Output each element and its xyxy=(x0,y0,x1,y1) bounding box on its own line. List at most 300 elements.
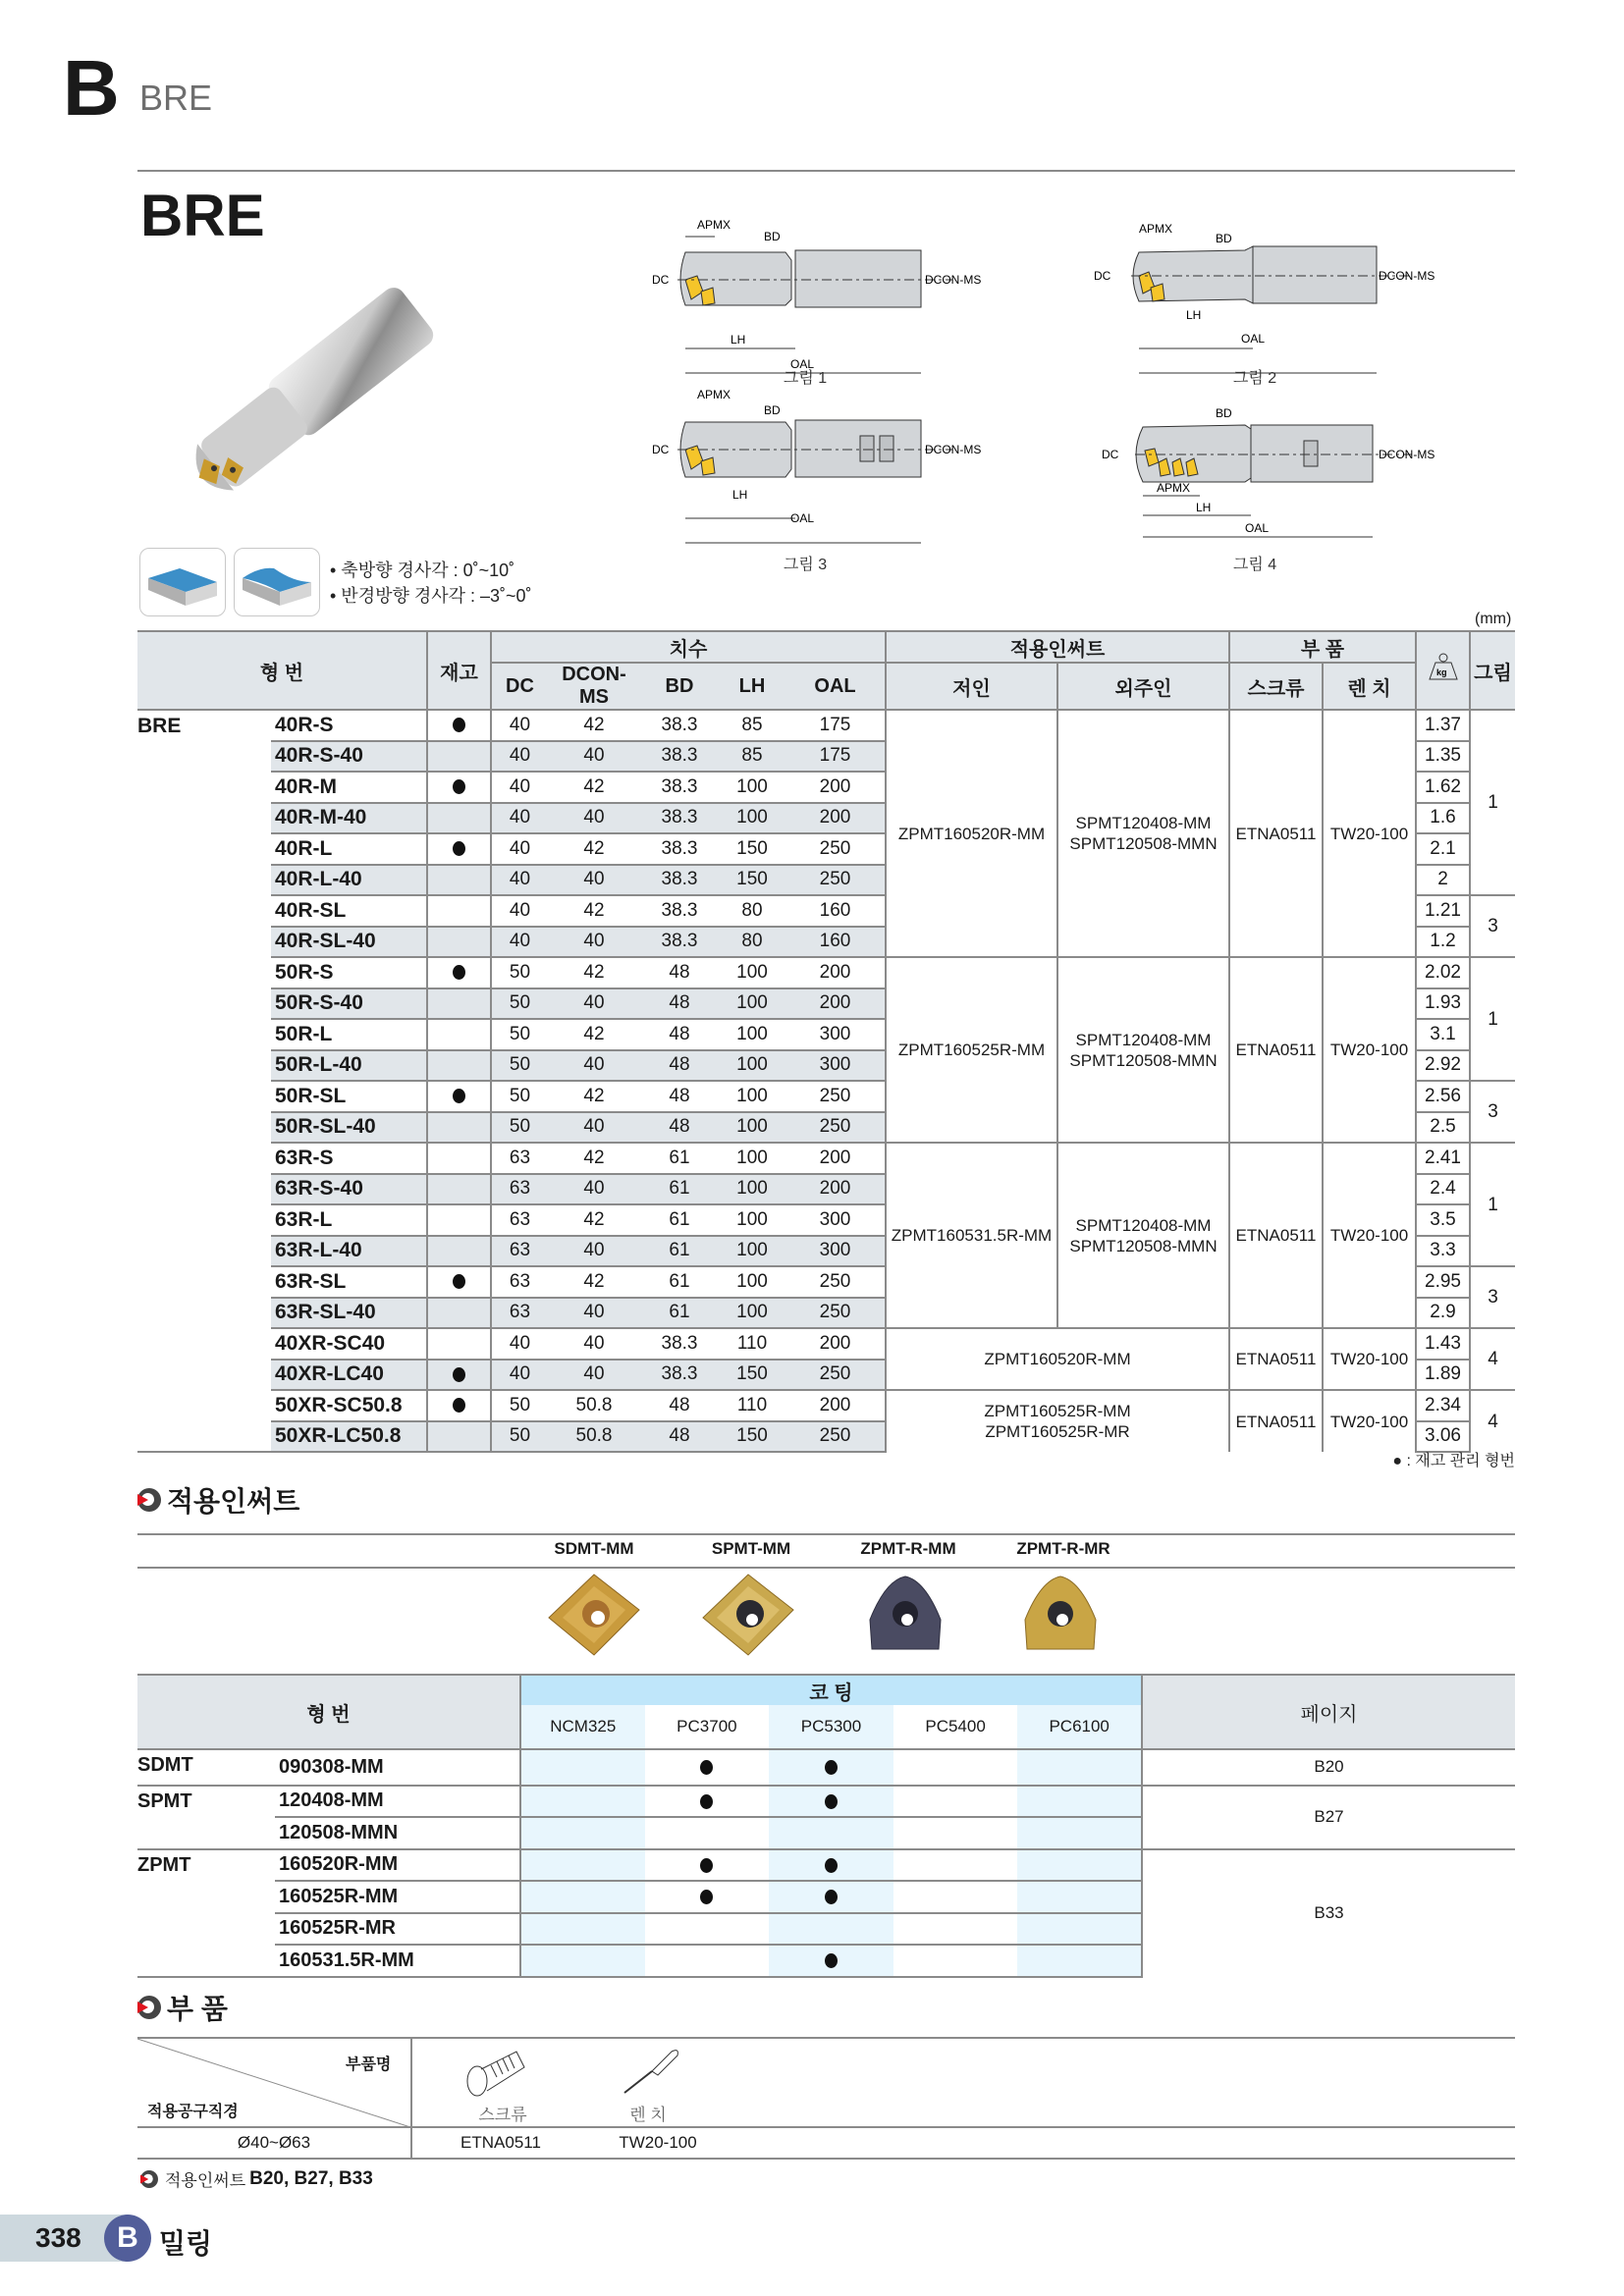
outer-insert-code: SPMT120408-MM xyxy=(1075,1215,1212,1235)
inserts-section-title: 적용인써트 xyxy=(167,1486,300,1517)
bd-value: 38.3 xyxy=(640,895,719,927)
weight-value: 2.1 xyxy=(1416,833,1470,865)
product-title: BRE xyxy=(140,183,265,248)
lh-value: 150 xyxy=(719,1360,785,1391)
dcon-ms-value: 40 xyxy=(548,1360,640,1391)
oal-value: 200 xyxy=(785,772,886,803)
model-code: 40R-SL-40 xyxy=(271,927,427,958)
dcon-ms-value: 42 xyxy=(548,1019,640,1050)
weight-value: 2.02 xyxy=(1416,957,1470,988)
insert-code: 160525R-MR xyxy=(275,1913,520,1946)
dcon-ms-value: 42 xyxy=(548,772,640,803)
stock-dot-icon xyxy=(453,779,465,794)
available-dot-icon xyxy=(825,1890,838,1904)
header-dcon-ms: DCON-MS xyxy=(548,663,640,710)
radial-rake-icon xyxy=(234,548,320,616)
dc-value: 40 xyxy=(491,710,548,741)
lh-value: 110 xyxy=(719,1328,785,1360)
grade-availability xyxy=(893,1749,1018,1786)
screw-code: ETNA0511 xyxy=(1229,1143,1323,1328)
stock-cell xyxy=(427,1081,491,1112)
grade-availability xyxy=(520,1849,645,1882)
footer-section-badge: B xyxy=(104,2215,151,2262)
weight-value: 1.2 xyxy=(1416,927,1470,958)
weight-value: 1.62 xyxy=(1416,772,1470,803)
grade-availability xyxy=(645,1817,770,1849)
outer-insert-code: SPMT120508-MMN xyxy=(1069,1050,1218,1070)
lh-value: 100 xyxy=(719,988,785,1020)
outer-insert xyxy=(1057,957,1229,1143)
wrench-code: TW20-100 xyxy=(1323,1328,1416,1390)
header-inner-insert: 저인 xyxy=(886,663,1057,710)
oal-value: 200 xyxy=(785,803,886,834)
oal-value: 250 xyxy=(785,1298,886,1329)
outer-insert-code: SPMT120508-MMN xyxy=(1069,834,1218,853)
stock-cell xyxy=(427,1019,491,1050)
grade-availability xyxy=(1017,1881,1142,1913)
weight-value: 2.92 xyxy=(1416,1050,1470,1082)
grade-availability xyxy=(893,1849,1018,1882)
dc-value: 50 xyxy=(491,1081,548,1112)
figure-4-caption: 그림 4 xyxy=(1232,557,1277,573)
model-code: 40R-SL xyxy=(271,895,427,927)
lh-value: 100 xyxy=(719,1081,785,1112)
oal-value: 250 xyxy=(785,1266,886,1298)
axial-rake-angle: • 축방향 경사각 : 0˚~10˚ xyxy=(330,561,515,580)
dcon-ms-value: 42 xyxy=(548,1204,640,1236)
insert-names-band xyxy=(137,1533,1515,1569)
inner-insert: ZPMT160525R-MM xyxy=(886,957,1057,1143)
stock-dot-icon xyxy=(453,1398,465,1413)
weight-value: 2.56 xyxy=(1416,1081,1470,1112)
insert-code: ZPMT160525R-MM xyxy=(984,1402,1131,1420)
dcon-ms-value: 40 xyxy=(548,803,640,834)
outer-insert xyxy=(1057,710,1229,957)
model-code: 63R-S-40 xyxy=(271,1174,427,1205)
figure-number: 3 xyxy=(1470,1081,1515,1143)
insert-image-zpmt-mm xyxy=(856,1571,954,1659)
catalog-page[interactable]: B27 xyxy=(1142,1786,1515,1849)
arrow-circle-icon xyxy=(140,2170,158,2188)
inner-insert: ZPMT160520R-MM xyxy=(886,710,1057,957)
stock-cell xyxy=(427,1421,491,1453)
weight-value: 2 xyxy=(1416,865,1470,896)
catalog-page[interactable]: B20 xyxy=(1142,1749,1515,1786)
dcon-ms-value: 42 xyxy=(548,1143,640,1174)
model-code: 40R-M xyxy=(271,772,427,803)
weight-value: 3.5 xyxy=(1416,1204,1470,1236)
oal-value: 200 xyxy=(785,957,886,988)
dc-value: 63 xyxy=(491,1143,548,1174)
header-parts: 부 품 xyxy=(1229,631,1416,663)
model-code: 50R-S xyxy=(271,957,427,988)
weight-value: 1.21 xyxy=(1416,895,1470,927)
figure-number: 4 xyxy=(1470,1328,1515,1390)
stock-dot-icon xyxy=(453,1089,465,1103)
stock-cell xyxy=(427,1143,491,1174)
dc-value: 50 xyxy=(491,988,548,1020)
weight-value: 3.06 xyxy=(1416,1421,1470,1453)
lh-value: 100 xyxy=(719,772,785,803)
grade-header: PC5300 xyxy=(769,1705,893,1749)
outer-insert xyxy=(1057,1143,1229,1328)
stock-cell xyxy=(427,1328,491,1360)
lh-label: LH xyxy=(731,333,746,347)
figure-2-caption: 그림 2 xyxy=(1232,370,1277,387)
parts-section-title: 부 품 xyxy=(167,1994,228,2024)
screw-code: ETNA0511 xyxy=(1229,957,1323,1143)
table-row xyxy=(137,1328,1515,1360)
bd-label: BD xyxy=(764,230,781,243)
stock-cell xyxy=(427,895,491,927)
grade-availability xyxy=(520,1913,645,1946)
radial-rake-angle: • 반경방향 경사각 : –3˚~0˚ xyxy=(330,586,532,606)
grade-availability xyxy=(520,1786,645,1818)
dcon-ms-value: 42 xyxy=(548,1266,640,1298)
stock-cell xyxy=(427,833,491,865)
bd-value: 38.3 xyxy=(640,772,719,803)
grade-availability xyxy=(893,1786,1018,1818)
outer-insert-code: SPMT120408-MM xyxy=(1075,814,1212,832)
apmx-label: APMX xyxy=(1157,481,1191,495)
dc-value: 40 xyxy=(491,1328,548,1360)
header-dc: DC xyxy=(491,663,548,710)
insert-family: ZPMT xyxy=(137,1849,275,1977)
model-code: 50R-S-40 xyxy=(271,988,427,1020)
bd-label: BD xyxy=(764,403,781,417)
section-letter: B xyxy=(63,44,120,132)
dc-value: 40 xyxy=(491,803,548,834)
insert-code: 160531.5R-MM xyxy=(275,1945,520,1977)
dc-label: DC xyxy=(652,273,670,287)
grade-availability xyxy=(893,1881,1018,1913)
header-wrench: 렌 치 xyxy=(1323,663,1416,710)
insert-image-zpmt-mr xyxy=(1011,1571,1110,1659)
dc-value: 40 xyxy=(491,865,548,896)
bd-value: 61 xyxy=(640,1174,719,1205)
table-row xyxy=(137,1390,1515,1421)
bd-value: 38.3 xyxy=(640,833,719,865)
grade-availability xyxy=(520,1881,645,1913)
figure-2-diagram xyxy=(1088,211,1500,407)
grade-availability xyxy=(645,1945,770,1977)
dc-label: DC xyxy=(1094,269,1111,283)
insert-code: 090308-MM xyxy=(275,1749,520,1786)
model-code: 40R-S xyxy=(271,710,427,741)
header-dimensions: 치수 xyxy=(491,631,886,663)
dc-value: 40 xyxy=(491,1360,548,1391)
grade-availability xyxy=(893,1945,1018,1977)
bd-label: BD xyxy=(1216,232,1232,245)
figure-number: 1 xyxy=(1470,957,1515,1081)
header-type: 형 번 xyxy=(137,631,427,710)
dc-value: 40 xyxy=(491,833,548,865)
dcon-ms-value: 42 xyxy=(548,895,640,927)
weight-value: 1.37 xyxy=(1416,710,1470,741)
bd-value: 48 xyxy=(640,957,719,988)
dcon-ms-value: 40 xyxy=(548,1174,640,1205)
lh-value: 100 xyxy=(719,803,785,834)
stock-dot-icon xyxy=(453,1274,465,1289)
svg-text:kg: kg xyxy=(1435,667,1447,677)
weight-value: 2.4 xyxy=(1416,1174,1470,1205)
model-code: 63R-L-40 xyxy=(271,1236,427,1267)
dc-value: 50 xyxy=(491,1390,548,1421)
bd-value: 38.3 xyxy=(640,803,719,834)
model-code: 40XR-SC40 xyxy=(271,1328,427,1360)
oal-value: 300 xyxy=(785,1050,886,1082)
weight-value: 1.35 xyxy=(1416,741,1470,773)
header-oal: OAL xyxy=(785,663,886,710)
dcon-ms-value: 40 xyxy=(548,1050,640,1082)
screw-code: ETNA0511 xyxy=(1229,1390,1323,1452)
dcon-ms-value: 40 xyxy=(548,1236,640,1267)
bd-value: 38.3 xyxy=(640,710,719,741)
header-outer-insert: 외주인 xyxy=(1057,663,1229,710)
insert-reference-label: 적용인써트 xyxy=(165,2171,246,2190)
grade-availability xyxy=(1017,1749,1142,1786)
lh-value: 85 xyxy=(719,741,785,773)
grade-availability xyxy=(645,1749,770,1786)
stock-cell xyxy=(427,1204,491,1236)
model-code: 63R-S xyxy=(271,1143,427,1174)
parts-col-divider xyxy=(410,2039,412,2158)
grade-availability xyxy=(769,1945,893,1977)
oal-value: 250 xyxy=(785,1081,886,1112)
bd-value: 61 xyxy=(640,1143,719,1174)
bd-value: 48 xyxy=(640,1112,719,1144)
parts-item-wrench-name: 렌 치 xyxy=(629,2106,667,2124)
available-dot-icon xyxy=(700,1858,713,1873)
stock-cell xyxy=(427,1236,491,1267)
grade-availability xyxy=(1017,1817,1142,1849)
dc-value: 40 xyxy=(491,741,548,773)
coating-header-type: 형 번 xyxy=(137,1675,520,1749)
coating-header-page: 페이지 xyxy=(1142,1675,1515,1749)
insert-reference-pages[interactable]: B20, B27, B33 xyxy=(249,2167,373,2189)
dcon-ms-value: 42 xyxy=(548,833,640,865)
outer-insert-code: SPMT120508-MMN xyxy=(1069,1236,1218,1255)
oal-label: OAL xyxy=(1241,332,1266,346)
insert-code: 160520R-MM xyxy=(275,1849,520,1882)
lh-value: 100 xyxy=(719,1204,785,1236)
weight-kg-icon xyxy=(1426,653,1461,682)
parts-diameter-value: Ø40~Ø63 xyxy=(237,2133,311,2152)
stock-dot-icon xyxy=(453,718,465,732)
model-code: 40R-L xyxy=(271,833,427,865)
oal-value: 200 xyxy=(785,1328,886,1360)
oal-value: 250 xyxy=(785,865,886,896)
grade-availability xyxy=(520,1749,645,1786)
dcon-label: DCON-MS xyxy=(1379,269,1435,283)
wrench-code: TW20-100 xyxy=(1323,1390,1416,1452)
dc-value: 40 xyxy=(491,927,548,958)
wrench-code: TW20-100 xyxy=(1323,1143,1416,1328)
header-lh: LH xyxy=(719,663,785,710)
oal-value: 200 xyxy=(785,988,886,1020)
grade-availability xyxy=(769,1786,893,1818)
available-dot-icon xyxy=(700,1890,713,1904)
figure-1-diagram xyxy=(638,201,1051,398)
header-figure: 그림 xyxy=(1470,631,1515,710)
dcon-label: DCON-MS xyxy=(1379,448,1435,461)
stock-cell xyxy=(427,1390,491,1421)
header-inserts: 적용인써트 xyxy=(886,631,1229,663)
apmx-label: APMX xyxy=(697,388,731,401)
wrench-code: TW20-100 xyxy=(1323,710,1416,957)
dc-value: 50 xyxy=(491,1421,548,1453)
stock-dot-icon xyxy=(453,841,465,856)
lh-value: 100 xyxy=(719,957,785,988)
figure-4-diagram xyxy=(1088,398,1500,555)
bd-value: 48 xyxy=(640,1050,719,1082)
parts-header-diameter: 적용공구직경 xyxy=(147,2104,239,2120)
dcon-ms-value: 50.8 xyxy=(548,1421,640,1453)
oal-label: OAL xyxy=(1245,521,1270,535)
lh-value: 100 xyxy=(719,1143,785,1174)
section-name: BRE xyxy=(139,78,213,118)
lh-value: 150 xyxy=(719,865,785,896)
figure-number: 4 xyxy=(1470,1390,1515,1452)
insert-family: SDMT xyxy=(137,1749,275,1786)
dcon-ms-value: 40 xyxy=(548,1112,640,1144)
lh-value: 100 xyxy=(719,1019,785,1050)
oal-value: 300 xyxy=(785,1204,886,1236)
bd-value: 48 xyxy=(640,1421,719,1453)
insert-name-zpmt-mm: ZPMT-R-MM xyxy=(860,1539,956,1558)
dc-value: 40 xyxy=(491,772,548,803)
grade-header: NCM325 xyxy=(520,1705,645,1749)
model-code: 40R-S-40 xyxy=(271,741,427,773)
dc-label: DC xyxy=(652,443,670,456)
grade-header: PC3700 xyxy=(645,1705,770,1749)
grade-header: PC5400 xyxy=(893,1705,1018,1749)
weight-value: 2.9 xyxy=(1416,1298,1470,1329)
insert-code: 160525R-MM xyxy=(275,1881,520,1913)
model-code: 40XR-LC40 xyxy=(271,1360,427,1391)
figure-3-caption: 그림 3 xyxy=(783,557,828,573)
header-stock: 재고 xyxy=(427,631,491,710)
weight-value: 1.6 xyxy=(1416,803,1470,834)
bd-value: 61 xyxy=(640,1236,719,1267)
dc-value: 63 xyxy=(491,1236,548,1267)
parts-screw-code: ETNA0511 xyxy=(460,2133,541,2152)
grade-availability xyxy=(769,1817,893,1849)
bd-value: 48 xyxy=(640,1019,719,1050)
axial-rake-icon xyxy=(139,548,226,616)
stock-cell xyxy=(427,1360,491,1391)
grade-availability xyxy=(1017,1786,1142,1818)
weight-value: 2.41 xyxy=(1416,1143,1470,1174)
unit-label: (mm) xyxy=(1475,611,1512,627)
stock-cell xyxy=(427,772,491,803)
figure-number: 1 xyxy=(1470,1143,1515,1266)
oal-value: 300 xyxy=(785,1236,886,1267)
dc-value: 50 xyxy=(491,957,548,988)
lh-value: 85 xyxy=(719,710,785,741)
lh-value: 100 xyxy=(719,1174,785,1205)
page-number: 338 xyxy=(35,2222,81,2253)
header-bd: BD xyxy=(640,663,719,710)
stock-dot-icon xyxy=(453,965,465,980)
dcon-ms-value: 50.8 xyxy=(548,1390,640,1421)
screw-icon xyxy=(461,2042,530,2101)
oal-value: 250 xyxy=(785,1421,886,1453)
grade-availability xyxy=(645,1913,770,1946)
dcon-ms-value: 40 xyxy=(548,865,640,896)
insert-name-zpmt-mr: ZPMT-R-MR xyxy=(1016,1539,1110,1558)
parts-header-name: 부품명 xyxy=(346,2056,392,2073)
oal-value: 200 xyxy=(785,1390,886,1421)
model-code: 50R-L xyxy=(271,1019,427,1050)
model-code: 40R-L-40 xyxy=(271,865,427,896)
dc-value: 50 xyxy=(491,1112,548,1144)
oal-label: OAL xyxy=(790,511,815,525)
oal-value: 300 xyxy=(785,1019,886,1050)
insert-code: ZPMT160520R-MM xyxy=(984,1350,1131,1368)
stock-cell xyxy=(427,741,491,773)
bd-value: 38.3 xyxy=(640,1328,719,1360)
lh-value: 100 xyxy=(719,1112,785,1144)
stock-cell xyxy=(427,1112,491,1144)
weight-value: 3.1 xyxy=(1416,1019,1470,1050)
lh-value: 80 xyxy=(719,895,785,927)
insert-code: 120508-MMN xyxy=(275,1817,520,1849)
model-code: 63R-L xyxy=(271,1204,427,1236)
coating-table xyxy=(137,1674,1515,1978)
grade-availability xyxy=(645,1881,770,1913)
model-code: 40R-M-40 xyxy=(271,803,427,834)
model-code: 63R-SL-40 xyxy=(271,1298,427,1329)
figure-1-caption: 그림 1 xyxy=(783,370,828,387)
grade-availability xyxy=(769,1913,893,1946)
oal-label: OAL xyxy=(790,357,815,371)
grade-availability xyxy=(893,1817,1018,1849)
stock-cell xyxy=(427,927,491,958)
oal-value: 200 xyxy=(785,1174,886,1205)
lh-value: 100 xyxy=(719,1266,785,1298)
weight-value: 2.5 xyxy=(1416,1112,1470,1144)
oal-value: 250 xyxy=(785,833,886,865)
bd-value: 48 xyxy=(640,988,719,1020)
dcon-ms-value: 40 xyxy=(548,927,640,958)
stock-note: ● : 재고 관리 형번 xyxy=(1392,1453,1515,1469)
available-dot-icon xyxy=(700,1794,713,1809)
header-weight xyxy=(1416,631,1470,710)
dcon-ms-value: 42 xyxy=(548,1081,640,1112)
catalog-page[interactable]: B33 xyxy=(1142,1849,1515,1977)
bd-value: 48 xyxy=(640,1081,719,1112)
coating-row xyxy=(137,1749,1515,1786)
screw-code: ETNA0511 xyxy=(1229,710,1323,957)
grade-availability xyxy=(769,1881,893,1913)
wrench-icon xyxy=(619,2044,687,2103)
available-dot-icon xyxy=(825,1794,838,1809)
stock-cell xyxy=(427,710,491,741)
table-row xyxy=(137,957,1515,988)
model-code: 50R-SL-40 xyxy=(271,1112,427,1144)
insert-name-spmt: SPMT-MM xyxy=(711,1539,791,1558)
table-row xyxy=(137,1143,1515,1174)
weight-value: 2.34 xyxy=(1416,1390,1470,1421)
lh-value: 100 xyxy=(719,1050,785,1082)
lh-value: 100 xyxy=(719,1298,785,1329)
dc-value: 63 xyxy=(491,1174,548,1205)
stock-cell xyxy=(427,988,491,1020)
product-image xyxy=(147,265,471,510)
dc-value: 50 xyxy=(491,1050,548,1082)
oal-value: 175 xyxy=(785,710,886,741)
